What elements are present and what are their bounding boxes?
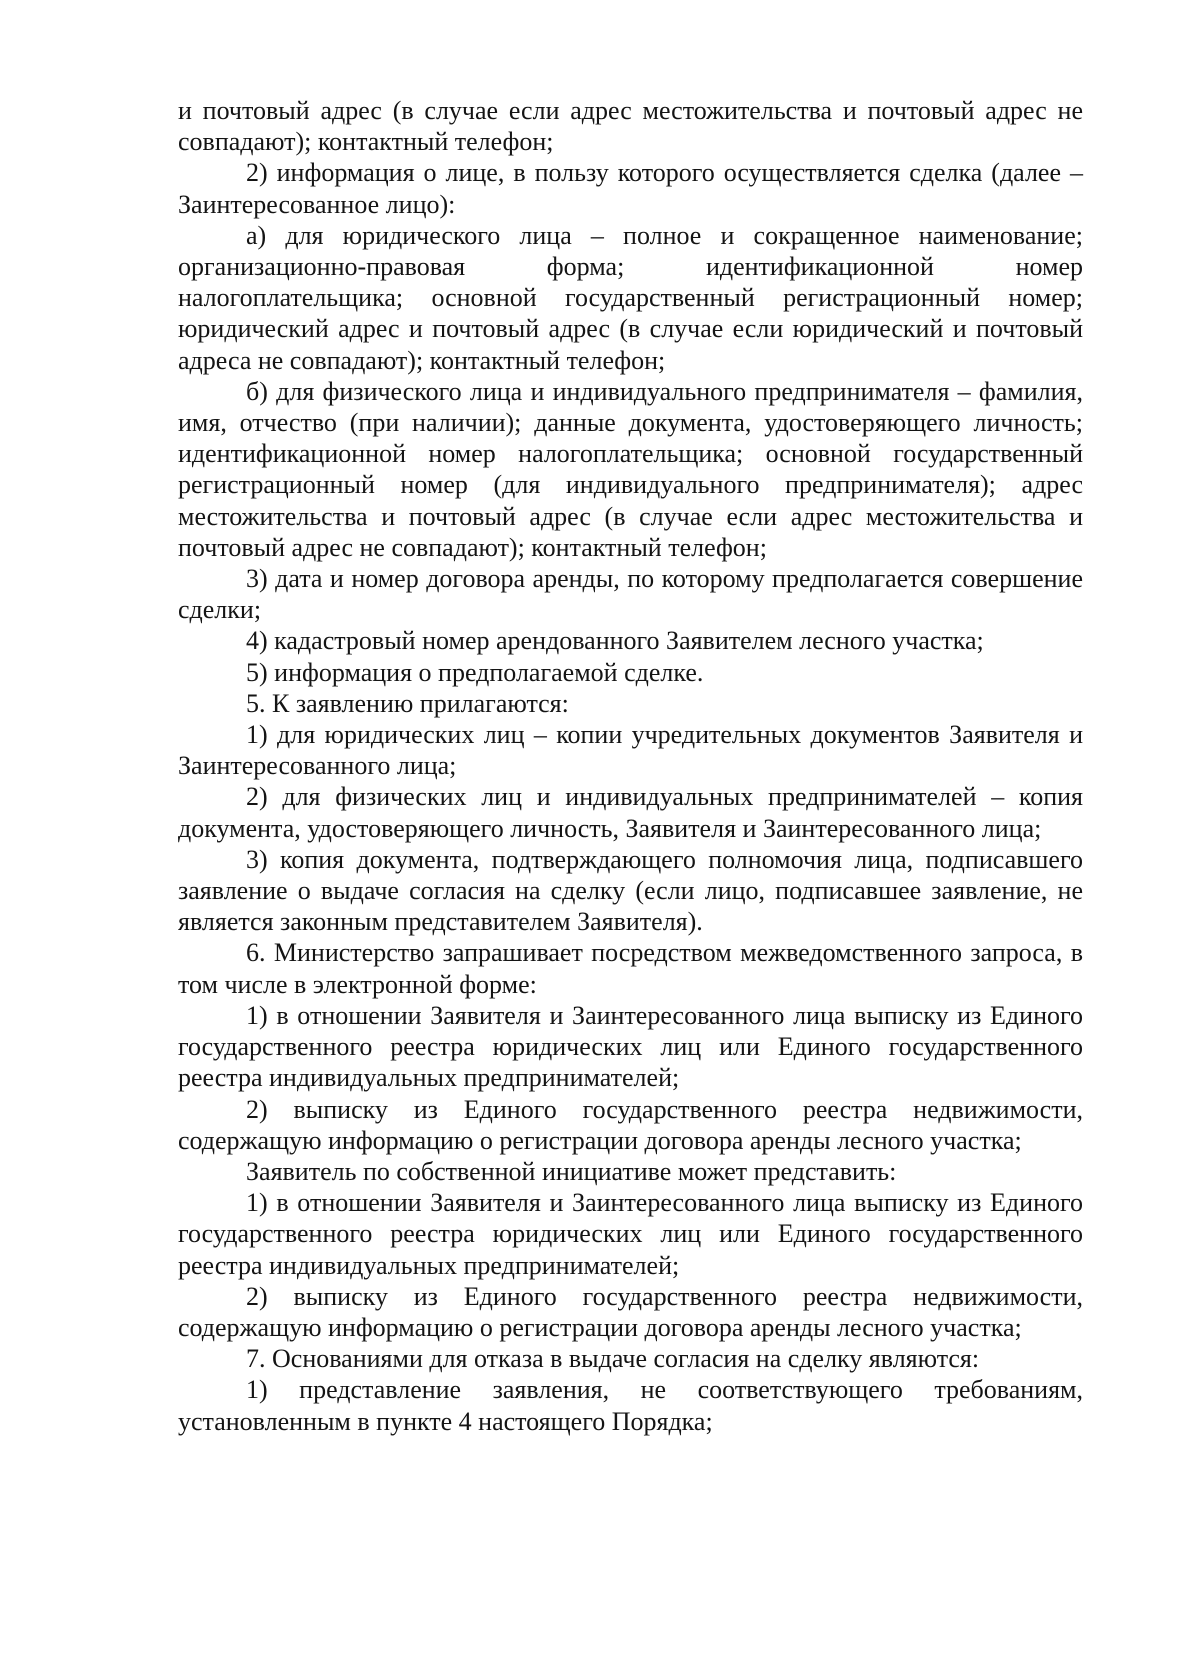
paragraph-interested-person-info: 2) информация о лице, в пользу которого осуществляется сделка (далее – Заинтересованное лицо): bbox=[178, 158, 1083, 219]
paragraph-attachment-legal: 1) для юридических лиц – копии учредительных документов Заявителя и Заинтересованного лица; bbox=[178, 720, 1083, 781]
paragraph-lease-date-number: 3) дата и номер договора аренды, по которому предполагается совершение сделки; bbox=[178, 564, 1083, 625]
paragraph-cadastral-number: 4) кадастровый номер арендованного Заявителем лесного участка; bbox=[246, 626, 984, 656]
paragraph-applicant-initiative: Заявитель по собственной инициативе может представить: bbox=[246, 1156, 897, 1186]
paragraph-initiative-realty-extract: 2) выписку из Единого государственного реестра недвижимости, содержащую информацию о регистрации договора аренды лесного участка; bbox=[178, 1281, 1083, 1342]
paragraph-attachment-authority: 3) копия документа, подтверждающего полномочия лица, подписавшего заявление о выдаче согласия на сделку (если лицо, подписавшее заявление, не является законным представителем Заявителя). bbox=[178, 844, 1083, 937]
paragraph-attachment-individual: 2) для физических лиц и индивидуальных предпринимателей – копия документа, удостоверяющего личность, Заявителя и Заинтересованного лица; bbox=[178, 782, 1083, 843]
paragraph-deal-info: 5) информация о предполагаемой сделке. bbox=[246, 657, 704, 687]
paragraph-request-register-extract: 1) в отношении Заявителя и Заинтересованного лица выписку из Единого государственного реестра юридических лиц или Единого государственного реестра индивидуальных предпринимателей; bbox=[178, 1000, 1083, 1093]
paragraph-individual: б) для физического лица и индивидуального предпринимателя – фамилия, имя, отчество (при наличии); данные документа, удостоверяющего личность; идентификационной номер налогоплательщика; основной государственный регистрационный номер (для индивидуального предпринимателя); адрес местожительства и почтовый адрес (в случае если адрес местожительства и почтовый адрес не совпадают); контактный телефон; bbox=[178, 376, 1083, 562]
paragraph-section-5-heading: 5. К заявлению прилагаются: bbox=[246, 688, 569, 718]
paragraph-initiative-register-extract: 1) в отношении Заявителя и Заинтересованного лица выписку из Единого государственного реестра юридических лиц или Единого государственного реестра индивидуальных предпринимателей; bbox=[178, 1188, 1083, 1280]
paragraph-request-realty-extract: 2) выписку из Единого государственного реестра недвижимости, содержащую информацию о регистрации договора аренды лесного участка; bbox=[178, 1094, 1083, 1155]
paragraph-legal-entity: а) для юридического лица – полное и сокращенное наименование; организационно-правовая форма; идентификационной номер налогоплательщика; основной государственный регистрационный номер; юридический адрес и почтовый адрес (в случае если юридический и почтовый адреса не совпадают); контактный телефон; bbox=[178, 220, 1083, 375]
paragraph-refusal-reason-1: 1) представление заявления, не соответствующего требованиям, установленным в пункте 4 настоящего Порядка; bbox=[178, 1375, 1083, 1436]
paragraph-section-6-heading: 6. Министерство запрашивает посредством межведомственного запроса, в том числе в электронной форме: bbox=[178, 938, 1083, 999]
paragraph-section-7-heading: 7. Основаниями для отказа в выдаче согласия на сделку являются: bbox=[246, 1344, 980, 1374]
document-body bbox=[178, 95, 1083, 1437]
paragraph-address-continuation: и почтовый адрес (в случае если адрес местожительства и почтовый адрес не совпадают); контактный телефон; bbox=[178, 96, 1083, 157]
